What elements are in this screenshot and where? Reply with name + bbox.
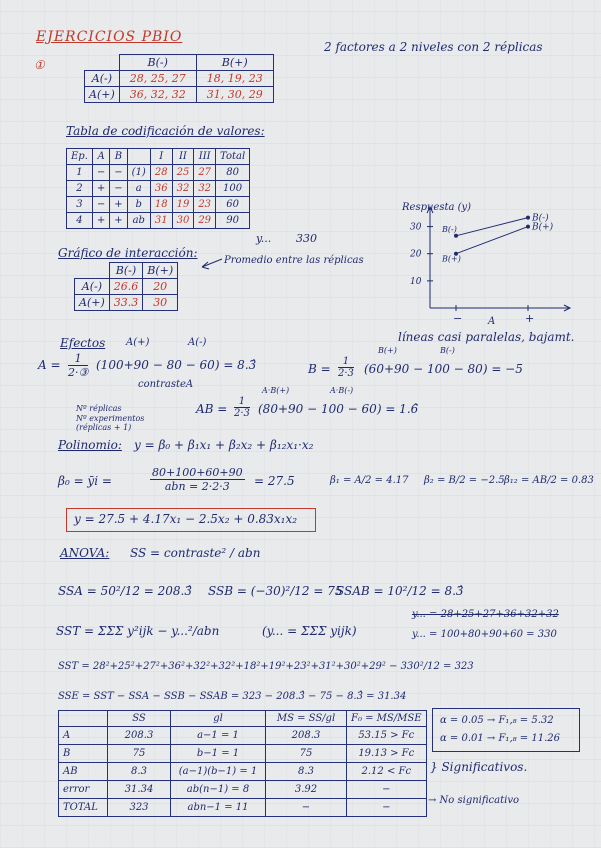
coding-header: II: [172, 149, 194, 165]
denominator: 2·③: [68, 366, 89, 379]
row-a-plus: A(+): [85, 87, 120, 103]
table-cell: +: [110, 213, 127, 229]
anova-header: MS = SS/gl: [266, 711, 347, 727]
numerator: 1: [338, 356, 354, 368]
significant-note: } Significativos.: [430, 760, 528, 774]
effect-b-expr: (60+90 − 100 − 80) = −5: [364, 362, 523, 376]
y-tick-label: 10: [410, 276, 422, 287]
table-cell: B: [59, 745, 108, 763]
table-cell: 90: [216, 213, 250, 229]
table-cell: a−1 = 1: [171, 727, 266, 745]
left-series-label: B(-): [442, 224, 457, 234]
denominator: 2·3: [234, 408, 250, 419]
data-point: [454, 234, 458, 238]
ydots-calc: y... = 100+80+90+60 = 330: [412, 629, 557, 640]
ssb: SSB = (−30)²/12 = 75: [208, 584, 343, 598]
a-minus-label: A(-): [188, 337, 207, 348]
effect-b-prefix: B =: [308, 362, 331, 376]
x-axis-label: A: [488, 316, 496, 326]
effect-a-prefix: A =: [38, 358, 61, 372]
series-label: B(+): [532, 222, 554, 233]
beta0-fraction: [150, 466, 245, 493]
table-cell: 8.3: [266, 763, 347, 781]
series-line-0: [456, 218, 528, 236]
x-tick-label: −: [453, 312, 463, 325]
table-cell: +: [92, 181, 109, 197]
left-series-label: B(+): [442, 254, 461, 264]
y-axis-label: Respuesta (y): [402, 202, 472, 213]
interaction-title: Gráfico de interacción:: [58, 246, 198, 260]
table-row: [59, 781, 427, 799]
effect-ab-fraction: [234, 396, 250, 419]
col-b-minus: B(-): [109, 263, 143, 279]
table-cell: 75: [266, 745, 347, 763]
table-cell: 3: [67, 197, 93, 213]
table-cell: 2: [67, 181, 93, 197]
beta0-prefix: β₀ = ȳi =: [58, 474, 112, 488]
table-cell: 30: [172, 213, 194, 229]
row-a-plus: A(+): [75, 295, 110, 311]
cell: 31, 30, 29: [196, 87, 273, 103]
table-cell: 27: [194, 165, 216, 181]
anova-header: F₀ = MS/MSE: [347, 711, 427, 727]
data-table: [84, 54, 274, 103]
coding-table: [66, 148, 250, 229]
table-cell: 23: [194, 197, 216, 213]
col-b-plus: B(+): [143, 263, 178, 279]
table-cell: (a−1)(b−1) = 1: [171, 763, 266, 781]
table-cell: 323: [108, 799, 171, 817]
ab-minus-label: A·B(-): [330, 386, 354, 395]
anova-header: SS: [108, 711, 171, 727]
table-cell: +: [92, 213, 109, 229]
table-cell: 60: [216, 197, 250, 213]
effect-a-expr: (100+90 − 80 − 60) = 8.3̂: [96, 358, 257, 372]
data-point: [526, 216, 530, 220]
table-cell: AB: [59, 763, 108, 781]
effect-ab-prefix: AB =: [196, 402, 228, 416]
table-cell: −: [266, 799, 347, 817]
sst-definition: SST = ΣΣΣ y²ijk − y...²/abn: [56, 624, 220, 638]
table-cell: 3.92: [266, 781, 347, 799]
denominator: 2·3: [338, 368, 354, 379]
ss-definition: SS = contraste² / abn: [130, 546, 261, 560]
table-cell: 75: [108, 745, 171, 763]
table-cell: 31: [150, 213, 172, 229]
coding-header: I: [150, 149, 172, 165]
table-cell: 32: [194, 181, 216, 197]
ab-plus-label: A·B(+): [262, 386, 290, 395]
table-cell: abn−1 = 11: [171, 799, 266, 817]
row-a-minus: A(-): [85, 71, 120, 87]
cell: 33.3: [109, 295, 143, 311]
table-cell: −: [92, 197, 109, 213]
beta0-result: = 27.5: [254, 474, 295, 488]
effect-ab-expr: (80+90 − 100 − 60) = 1.6̂: [258, 402, 419, 416]
table-cell: 19: [172, 197, 194, 213]
denominator: abn = 2·2·3: [164, 480, 230, 493]
table-cell: 25: [172, 165, 194, 181]
table-cell: ab(n−1) = 8: [171, 781, 266, 799]
arrow-icon: [198, 257, 224, 271]
cell: 18, 19, 23: [196, 71, 273, 87]
table-row: [67, 165, 250, 181]
table-cell: −: [92, 165, 109, 181]
coding-header: III: [194, 149, 216, 165]
table-cell: 80: [216, 165, 250, 181]
coding-header: B: [110, 149, 127, 165]
table-cell: 208.3: [266, 727, 347, 745]
cell: 30: [143, 295, 178, 311]
y-tick-label: 30: [410, 222, 422, 233]
table-cell: (1): [127, 165, 150, 181]
polynomial-model: y = β₀ + β₁x₁ + β₂x₂ + β₁₂x₁·x₂: [134, 438, 314, 452]
table-cell: +: [110, 197, 127, 213]
interaction-note: Promedio entre las réplicas: [224, 255, 364, 266]
x-tick-label: +: [525, 312, 535, 325]
table-cell: 53.15 > Fc: [347, 727, 427, 745]
table-row: [59, 727, 427, 745]
cell: 26.6: [109, 279, 143, 295]
critical-001: α = 0.01 → F₁,₈ = 11.26: [440, 733, 560, 744]
critical-005: α = 0.05 → F₁,₈ = 5.32: [440, 715, 554, 726]
page-title: EJERCICIOS PBIO: [36, 29, 183, 45]
numerator: 1: [234, 396, 250, 408]
anova-title: ANOVA:: [60, 546, 110, 560]
a-plus-label: A(+): [126, 337, 150, 348]
final-model: y = 27.5 + 4.17x₁ − 2.5x₂ + 0.83x₁x₂: [74, 512, 298, 526]
contrast-label: contrasteA: [138, 379, 194, 390]
b-plus-label: B(+): [378, 346, 397, 355]
table-cell: 2.12 < Fc: [347, 763, 427, 781]
experiments-note: Nº experimentos (réplicas + 1): [76, 414, 145, 432]
header-note: 2 factores a 2 niveles con 2 réplicas: [324, 40, 543, 54]
table-cell: 208.3: [108, 727, 171, 745]
table-cell: 4: [67, 213, 93, 229]
b-minus-label: B(-): [440, 346, 455, 355]
table-cell: 19.13 > Fc: [347, 745, 427, 763]
row-a-minus: A(-): [75, 279, 110, 295]
interaction-table: [74, 262, 178, 311]
grand-total: 330: [296, 232, 317, 245]
table-cell: 100: [216, 181, 250, 197]
exercise-number: ①: [34, 58, 45, 72]
anova-header: [59, 711, 108, 727]
table-cell: b−1 = 1: [171, 745, 266, 763]
sse-calc: SSE = SST − SSA − SSB − SSAB = 323 − 208.3̂ − 75 − 8.3̂ = 31.34: [58, 691, 407, 702]
beta1: β₁ = A/2 = 4.17: [330, 475, 409, 486]
table-row: [67, 197, 250, 213]
effect-a-fraction: [68, 352, 88, 379]
graph-note: líneas casi paralelas, bajamt.: [398, 330, 575, 344]
table-cell: −: [347, 799, 427, 817]
table-cell: −: [110, 165, 127, 181]
table-cell: 18: [150, 197, 172, 213]
table-cell: a: [127, 181, 150, 197]
table-cell: error: [59, 781, 108, 799]
beta12: β₁₂ = AB/2 = 0.83: [504, 475, 594, 486]
y-tick-label: 20: [410, 249, 422, 260]
sst-calc: SST = 28²+25²+27²+36²+32²+32²+18²+19²+23²+31²+30²+29² − 330²/12 = 323: [58, 661, 474, 672]
table-row: [67, 181, 250, 197]
coding-header: Ep.: [67, 149, 93, 165]
col-b-minus: B(-): [119, 55, 196, 71]
beta2: β₂ = B/2 = −2.5: [424, 475, 505, 486]
cell: 20: [143, 279, 178, 295]
coding-header: Total: [216, 149, 250, 165]
table-cell: −: [347, 781, 427, 799]
grand-total-label: y...: [256, 232, 272, 245]
series-line-1: [456, 227, 528, 254]
table-cell: ab: [127, 213, 150, 229]
table-cell: b: [127, 197, 150, 213]
table-cell: 29: [194, 213, 216, 229]
not-significant-note: → No significativo: [428, 795, 519, 806]
ydots-definition: (y... = ΣΣΣ yijk): [262, 624, 357, 638]
effect-b-fraction: [338, 356, 354, 379]
series-label: B(-): [532, 213, 549, 224]
table-cell: 28: [150, 165, 172, 181]
interaction-chart: [402, 196, 582, 326]
data-point: [526, 225, 530, 229]
table-cell: A: [59, 727, 108, 745]
table-row: [67, 213, 250, 229]
cell: 28, 25, 27: [119, 71, 196, 87]
coding-header: A: [92, 149, 109, 165]
ydots-struck: y... = 28+25+27+36+32+32: [412, 609, 559, 620]
table-cell: 31.34: [108, 781, 171, 799]
ssa: SSA = 50²/12 = 208.3̂: [58, 584, 193, 598]
ssab: SSAB = 10²/12 = 8.3̂: [336, 584, 464, 598]
anova-table: [58, 710, 427, 817]
table-row: [59, 745, 427, 763]
numerator: 80+100+60+90: [152, 466, 243, 479]
numerator: 1: [68, 352, 88, 366]
col-b-plus: B(+): [196, 55, 273, 71]
table-cell: 1: [67, 165, 93, 181]
coding-header: [127, 149, 150, 165]
table-cell: 8.3: [108, 763, 171, 781]
table-row: [59, 799, 427, 817]
coding-title: Tabla de codificación de valores:: [66, 124, 265, 138]
table-cell: TOTAL: [59, 799, 108, 817]
table-cell: 32: [172, 181, 194, 197]
polynomial-title: Polinomio:: [58, 438, 122, 452]
table-row: [59, 763, 427, 781]
effects-title: Efectos: [60, 336, 106, 350]
table-cell: 36: [150, 181, 172, 197]
replicas-note: Nº réplicas: [76, 404, 122, 413]
anova-header: gl: [171, 711, 266, 727]
cell: 36, 32, 32: [119, 87, 196, 103]
table-cell: −: [110, 181, 127, 197]
